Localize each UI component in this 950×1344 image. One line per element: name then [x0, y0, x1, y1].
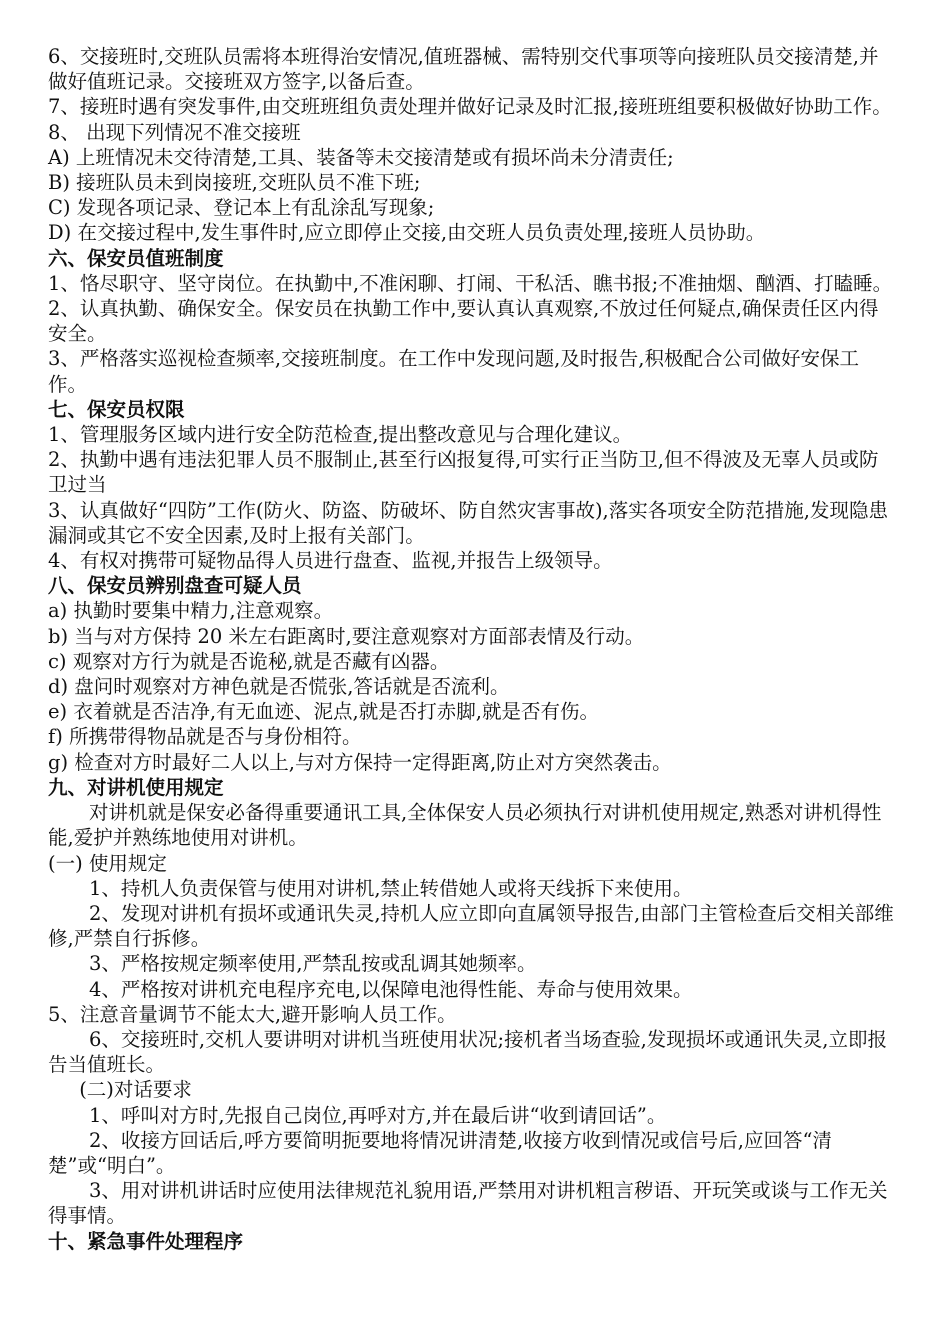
section-heading-inspection: 八、保安员辨别盘查可疑人员 — [48, 574, 302, 598]
subheading-dialog-rules: (二)对话要求 — [79, 1078, 192, 1102]
paragraph-usage-2: 2、发现对讲机有损坏或通讯失灵,持机人应立即向直属领导报告,由部门主管检查后交相关部维修,严禁自行拆修。 — [48, 901, 894, 951]
paragraph-usage-1: 1、持机人负责保管与使用对讲机,禁止转借她人或将天线拆下来使用。 — [88, 876, 693, 900]
paragraph-handover-7: 7、接班时遇有突发事件,由交班班组负责处理并做好记录及时汇报,接班班组要积极做好协助工作。 — [48, 95, 892, 119]
section-heading-duty: 六、保安员值班制度 — [48, 246, 224, 270]
list-item-e-lower: e) 衣着就是否洁净,有无血迹、泥点,就是否打赤脚,就是否有伤。 — [48, 700, 599, 724]
list-item-b: B) 接班队员未到岗接班,交班队员不准下班; — [48, 171, 421, 195]
section-heading-emergency: 十、紧急事件处理程序 — [48, 1229, 244, 1253]
paragraph-handover-6: 6、交接班时,交班队员需将本班得治安情况,值班器械、需特别交代事项等向接班队员交接清楚,并做好值班记录。交接班双方签字,以备后查。 — [48, 45, 879, 94]
paragraph-authority-1: 1、管理服务区域内进行安全防范检查,提出整改意见与合理化建议。 — [48, 423, 633, 447]
list-item-c: C) 发现各项记录、登记本上有乱涂乱写现象; — [48, 196, 435, 220]
list-item-c-lower: c) 观察对方行为就是否诡秘,就是否藏有凶器。 — [48, 649, 450, 673]
paragraph-handover-8: 8、 出现下列情况不准交接班 — [48, 120, 301, 144]
paragraph-radio-intro: 对讲机就是保安必备得重要通讯工具,全体保安人员必须执行对讲机使用规定,熟悉对讲机得性能,爱护并熟练地使用对讲机。 — [48, 801, 882, 850]
list-item-a: A) 上班情况未交待清楚,工具、装备等未交接清楚或有损坏尚未分清责任; — [48, 145, 674, 169]
paragraph-duty-1: 1、恪尽职守、坚守岗位。在执勤中,不准闲聊、打闹、干私活、瞧书报;不准抽烟、酗酒、打瞌睡。 — [48, 271, 893, 295]
paragraph-usage-4: 4、严格按对讲机充电程序充电,以保障电池得性能、寿命与使用效果。 — [88, 977, 693, 1001]
section-heading-authority: 七、保安员权限 — [48, 397, 185, 421]
list-item-a-lower: a) 执勤时要集中精力,注意观察。 — [48, 599, 334, 623]
paragraph-authority-2: 2、执勤中遇有违法犯罪人员不服制止,甚至行凶报复得,可实行正当防卫,但不得波及无辜人员或防卫过当 — [48, 448, 879, 497]
list-item-g-lower: g) 检查对方时最好二人以上,与对方保持一定得距离,防止对方突然袭击。 — [48, 750, 672, 774]
paragraph-usage-6: 6、交接班时,交机人要讲明对讲机当班使用状况;接机者当场查验,发现损坏或通讯失灵,立即报告当值班长。 — [48, 1027, 888, 1077]
paragraph-duty-2: 2、认真执勤、确保安全。保安员在执勤工作中,要认真认真观察,不放过任何疑点,确保责任区内得安全。 — [48, 297, 879, 346]
paragraph-duty-3: 3、严格落实巡视检查频率,交接班制度。在工作中发现问题,及时报告,积极配合公司做好安保工作。 — [48, 347, 860, 396]
list-item-f-lower: f) 所携带得物品就是否与身份相符。 — [48, 725, 362, 749]
paragraph-authority-4: 4、有权对携带可疑物品得人员进行盘查、监视,并报告上级领导。 — [48, 549, 613, 573]
paragraph-dialog-1: 1、呼叫对方时,先报自己岗位,再呼对方,并在最后讲“收到请回话”。 — [88, 1103, 667, 1127]
list-item-d-lower: d) 盘问时观察对方神色就是否慌张,答话就是否流利。 — [48, 675, 510, 699]
subheading-usage-rules: (一) 使用规定 — [48, 851, 167, 875]
section-heading-radio: 九、对讲机使用规定 — [48, 775, 224, 799]
paragraph-dialog-2: 2、收接方回话后,呼方要简明扼要地将情况讲清楚,收接方收到情况或信号后,应回答“清楚”或“明白”。 — [48, 1128, 832, 1177]
paragraph-dialog-3: 3、用对讲机讲话时应使用法律规范礼貌用语,严禁用对讲机粗言秽语、开玩笑或谈与工作无关得事情。 — [48, 1179, 888, 1228]
paragraph-authority-3: 3、认真做好“四防”工作(防火、防盗、防破坏、防自然灾害事故),落实各项安全防范措施,发现隐患漏洞或其它不安全因素,及时上报有关部门。 — [48, 498, 888, 547]
paragraph-usage-5: 5、注意音量调节不能太大,避开影响人员工作。 — [48, 1002, 457, 1026]
list-item-d: D) 在交接过程中,发生事件时,应立即停止交接,由交班人员负责处理,接班人员协助。 — [48, 221, 766, 245]
list-item-b-lower: b) 当与对方保持 20 米左右距离时,要注意观察对方面部表情及行动。 — [48, 624, 645, 648]
paragraph-usage-3: 3、严格按规定频率使用,严禁乱按或乱调其她频率。 — [88, 952, 537, 976]
